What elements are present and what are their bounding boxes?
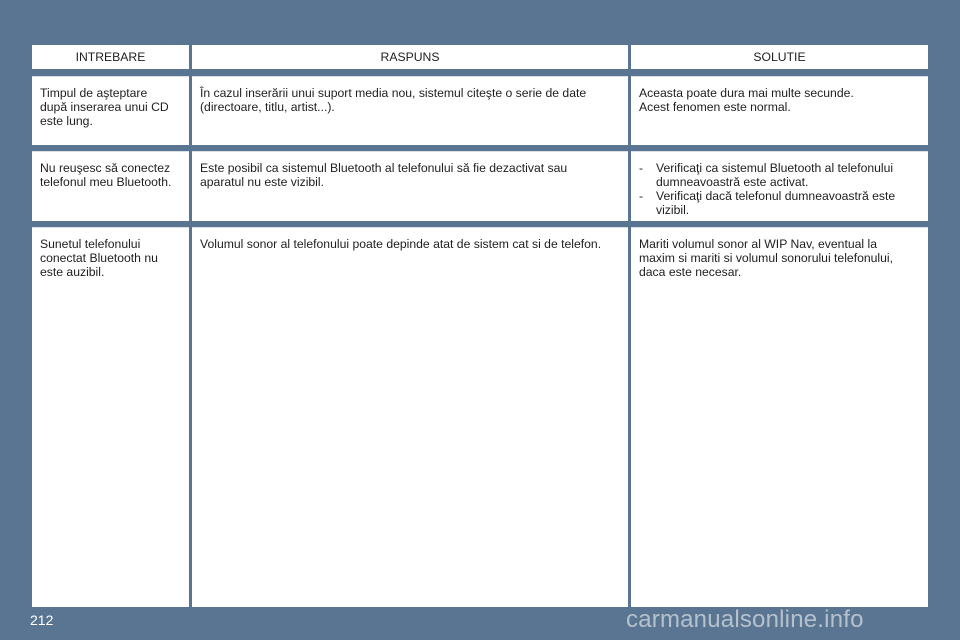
text-line: maxim si mariti si volumul sonorului telefonului, <box>639 251 893 265</box>
text-line: Nu reuşesc să conectez <box>40 161 171 175</box>
text-line: conectat Bluetooth nu <box>40 251 158 265</box>
text-line: Este posibil ca sistemul Bluetooth al telefonului să fie dezactivat sau <box>200 161 568 175</box>
row3-solution <box>631 227 928 607</box>
text-line: este lung. <box>40 114 93 128</box>
bullet-text: Verificaţi ca sistemul Bluetooth al telefonului dumneavoastră este activat. <box>656 161 894 189</box>
row3-answer <box>192 227 628 607</box>
text-line: aparatul nu este vizibil. <box>200 175 324 189</box>
bullet-dash: - <box>639 189 644 203</box>
text-line: Timpul de aşteptare <box>40 86 148 100</box>
bullet-text: Verificaţi dacă telefonul dumneavoastră este vizibil. <box>656 189 896 217</box>
text-line: telefonul meu Bluetooth. <box>40 175 172 189</box>
text-line: după inserarea unui CD <box>40 100 169 114</box>
watermark: carmanualsonline.info <box>626 606 864 633</box>
page-number: 212 <box>30 612 54 628</box>
text-line: Aceasta poate dura mai multe secunde. <box>639 86 854 100</box>
text-line: Mariti volumul sonor al WIP Nav, eventual la <box>639 237 877 251</box>
text-line: este auzibil. <box>40 265 105 279</box>
header-solution: SOLUTIE <box>631 45 928 69</box>
row2-solution <box>631 151 928 221</box>
text-line: În cazul inserării unui suport media nou, sistemul citeşte o serie de date <box>200 86 587 100</box>
text-line: Acest fenomen este normal. <box>639 100 791 114</box>
bullet-dash: - <box>639 161 644 175</box>
row2-answer <box>192 151 628 221</box>
solution-bullet <box>639 161 921 189</box>
text-line: (directoare, titlu, artist...). <box>200 100 335 114</box>
text-line: Sunetul telefonului <box>40 237 141 251</box>
text-line: Volumul sonor al telefonului poate depinde atat de sistem cat si de telefon. <box>200 237 602 251</box>
header-question: INTREBARE <box>32 45 189 69</box>
row1-question <box>32 76 189 145</box>
header-answer: RASPUNS <box>192 45 628 69</box>
row3-question <box>32 227 189 607</box>
solution-bullet <box>639 189 921 217</box>
row1-solution <box>631 76 928 145</box>
text-line: daca este necesar. <box>639 265 742 279</box>
row2-question <box>32 151 189 221</box>
row1-answer <box>192 76 628 145</box>
